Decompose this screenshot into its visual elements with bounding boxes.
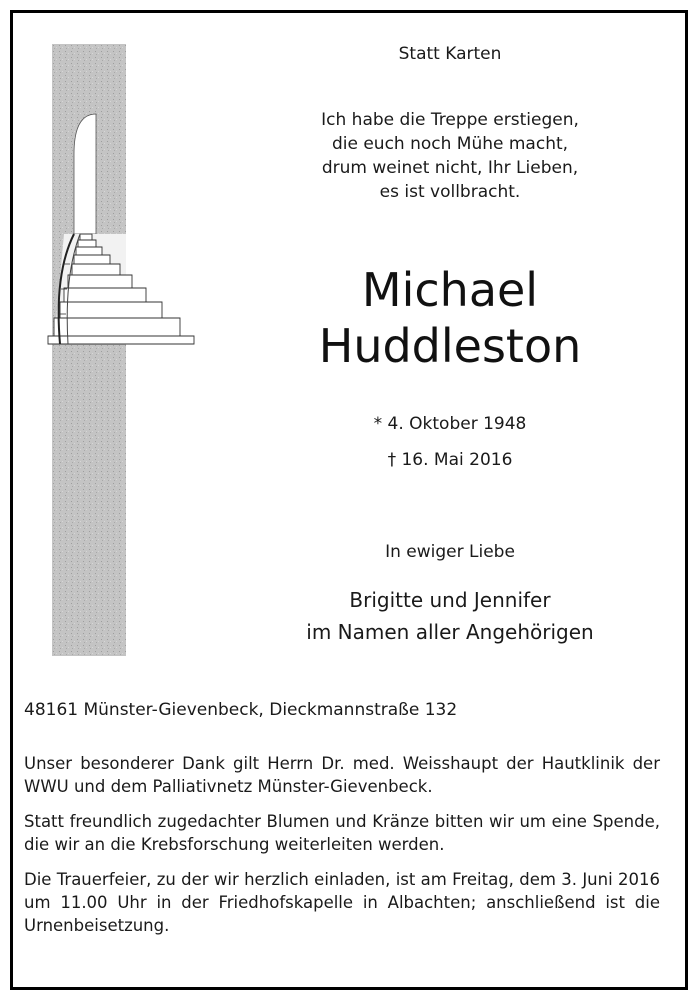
mourner-names: Brigitte und Jennifer <box>349 588 551 612</box>
donation-paragraph: Statt freundlich zugedachter Blumen und Kränze bitten wir um eine Spende, die wir an die Krebsforschung weiterleiten werden. <box>24 812 660 854</box>
address: 48161 Münster-Gievenbeck, Dieckmannstraße 132 <box>24 700 458 720</box>
poem <box>270 108 630 204</box>
death-date: † 16. Mai 2016 <box>387 450 513 470</box>
last-name: Huddleston <box>318 319 582 373</box>
staircase-illustration-icon <box>34 44 204 656</box>
deceased-name <box>270 262 630 374</box>
thanks-paragraph: Unser besonderer Dank gilt Herrn Dr. med. Weisshaupt der Hautklinik der WWU und dem Palliativnetz Münster-Gievenbeck. <box>24 754 660 796</box>
poem-line: Ich habe die Treppe erstiegen, <box>321 110 579 130</box>
poem-line: die euch noch Mühe macht, <box>331 134 569 154</box>
poem-line: drum weinet nicht, Ihr Lieben, <box>321 158 579 178</box>
mourner-behalf: im Namen aller Angehörigen <box>306 620 594 644</box>
funeral-paragraph: Die Trauerfeier, zu der wir herzlich einladen, ist am Freitag, dem 3. Juni 2016 um 11.00 Uhr in der Friedhofskapelle in Albachten; anschließend ist die Urnenbeisetzung. <box>24 870 660 935</box>
statt-karten-heading: Statt Karten <box>398 44 502 64</box>
in-ewiger-liebe: In ewiger Liebe <box>385 542 515 562</box>
mourners <box>250 584 650 648</box>
birth-date: * 4. Oktober 1948 <box>373 414 527 434</box>
poem-line: es ist vollbracht. <box>379 182 521 202</box>
first-name: Michael <box>361 263 539 317</box>
